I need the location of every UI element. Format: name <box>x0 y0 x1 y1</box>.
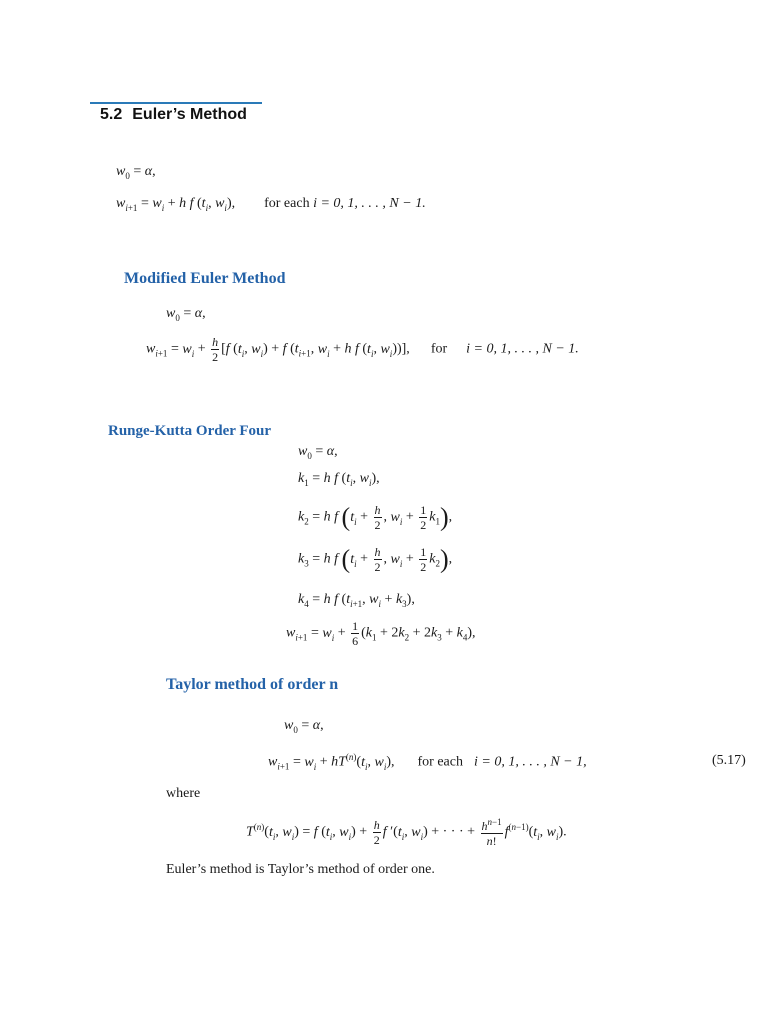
conclusion-text: Euler’s method is Taylor’s method of order one. <box>166 862 435 877</box>
taylor-range: i = 0, 1, . . . , N − 1, <box>473 754 587 770</box>
taylor-T-definition: $T^{(n)}(t_i$, $w_i) = f$ ($t_i$, $w_i$) + $\frac{h}{2}$ f $'(t_i$, $w_i$) + · · · + $\frac{h^{n-1}}{n!}$ $f^{(n-1)}(t_i$, $w_i$). <box>246 817 567 848</box>
rk4-eq-k4: $k_4 = h$ f ($t_{i+1}$, $w_i + k_3$), <box>298 592 415 609</box>
section-number: 5.2 <box>100 106 123 123</box>
taylor-eq-initial: $w_0 = \alpha$, <box>284 718 324 735</box>
rk4-eq-wi1: $w_{i+1} = w_i$ + $\frac{1}{6}$ $(k_1 + 2k_2 + 2k_3 + k_4)$, <box>286 619 476 648</box>
rk4-eq-k3: $k_3 = h$ f ($t_i$ + $\frac{h}{2}$ , $w_i$ + $\frac{1}{2}$ $k_2$), <box>298 544 453 574</box>
taylor-heading: Taylor method of order n <box>166 676 339 693</box>
modified-for-text: for <box>430 341 448 357</box>
section-rule <box>90 102 262 104</box>
modified-eq-step: $w_{i+1} = w_i$ + $\frac{h}{2}$ [f ($t_i$, $w_i) + f$ ($t_{i+1}$, $w_i + h$ f ($t_i$, $w_i$))], for i = 0, 1, . . . , N − 1. <box>146 335 579 364</box>
where-text: where <box>166 786 201 801</box>
rk4-eq-k2: $k_2 = h$ f ($t_i$ + $\frac{h}{2}$ , $w_i$ + $\frac{1}{2}$ $k_1$), <box>298 502 453 532</box>
section-title-text: Euler’s Method <box>132 106 247 123</box>
euler-eq-step: $w_{i+1} = w_i + h$ f ($t_i$, $w_i$), for each i = 0, 1, . . . , N − 1. <box>116 196 426 213</box>
taylor-eq-step: $w_{i+1} = w_i + hT^{(n)}(t_i$, $w_i$), for each i = 0, 1, . . . , N − 1, <box>268 752 587 772</box>
modified-euler-heading: Modified Euler Method <box>124 270 286 287</box>
section-title <box>100 106 247 124</box>
rk4-heading: Runge-Kutta Order Four <box>108 423 272 439</box>
rk4-eq-w0: $w_0 = \alpha$, <box>298 444 338 461</box>
taylor-for-each-text: for each <box>417 754 463 770</box>
rk4-eq-k1: $k_1 = h$ f ($t_i$, $w_i$), <box>298 471 380 488</box>
equation-number: (5.17) <box>712 753 746 768</box>
modified-eq-initial: $w_0 = \alpha$, <box>166 306 206 323</box>
modified-range: i = 0, 1, . . . , N − 1. <box>466 341 579 357</box>
euler-range: i = 0, 1, . . . , N − 1. <box>313 196 426 211</box>
euler-for-each-text: for each <box>264 196 310 211</box>
euler-eq-initial: $w_0 = \alpha$, <box>116 164 156 181</box>
